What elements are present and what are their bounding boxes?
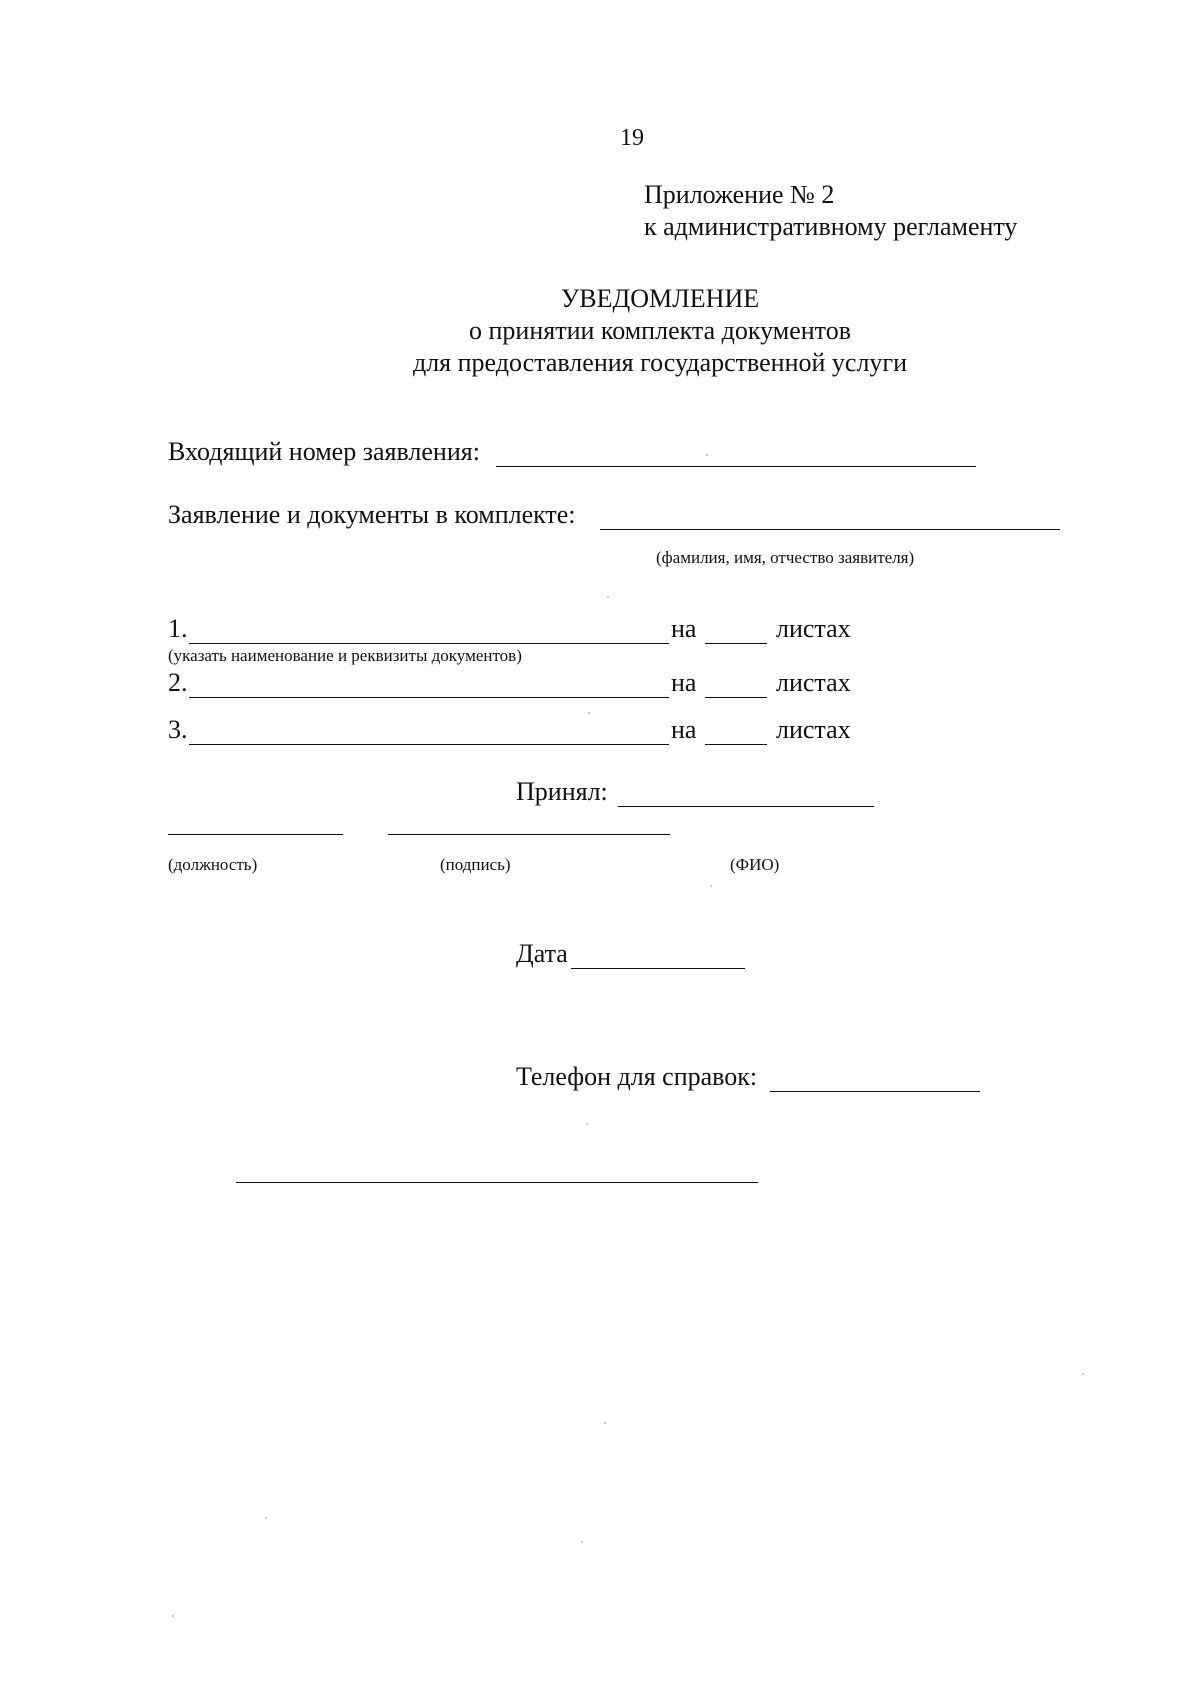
accepted-by-label: Принял: xyxy=(516,777,608,806)
appendix-reference: к административному регламенту xyxy=(644,212,1018,241)
phone-label: Телефон для справок: xyxy=(516,1062,758,1091)
document-name-blank-2[interactable] xyxy=(189,697,669,698)
appendix-number: Приложение № 2 xyxy=(644,180,835,209)
date-label: Дата xyxy=(516,939,568,968)
document-title: УВЕДОМЛЕНИЕ xyxy=(560,284,760,313)
accepted-by-blank[interactable] xyxy=(618,806,874,807)
scan-speck xyxy=(1082,1373,1084,1375)
applicant-hint: (фамилия, имя, отчество заявителя) xyxy=(656,548,915,567)
document-on-1: на xyxy=(671,614,697,643)
signature-caption: (подпись) xyxy=(440,855,511,874)
scan-speck xyxy=(607,596,609,598)
phone-blank[interactable] xyxy=(770,1091,980,1092)
document-sheets-2: листах xyxy=(776,668,851,697)
document-subtitle-1: о принятии комплекта документов xyxy=(469,316,851,345)
document-number-2: 2. xyxy=(168,668,188,697)
document-subtitle-2: для предоставления государственной услуги xyxy=(412,348,908,377)
incoming-number-label: Входящий номер заявления: xyxy=(168,437,480,466)
scan-speck xyxy=(706,454,708,456)
position-blank[interactable] xyxy=(168,834,343,835)
document-sheets-blank-2[interactable] xyxy=(705,697,767,698)
scan-speck xyxy=(604,1422,606,1424)
bottom-rule xyxy=(236,1182,758,1183)
scan-speck xyxy=(588,712,590,714)
full-name-caption: (ФИО) xyxy=(730,855,780,874)
date-blank[interactable] xyxy=(571,968,745,969)
document-name-blank-1[interactable] xyxy=(189,643,669,644)
scan-speck xyxy=(172,1615,174,1617)
document-sheets-blank-1[interactable] xyxy=(705,643,767,644)
documents-hint: (указать наименование и реквизиты документов) xyxy=(168,646,522,665)
scan-speck xyxy=(581,1541,583,1543)
complete-set-label: Заявление и документы в комплекте: xyxy=(168,500,576,529)
signature-blank[interactable] xyxy=(388,834,670,835)
document-on-3: на xyxy=(671,715,697,744)
position-caption: (должность) xyxy=(168,855,258,874)
document-sheets-1: листах xyxy=(776,614,851,643)
document-number-1: 1. xyxy=(168,614,188,643)
document-name-blank-3[interactable] xyxy=(189,744,669,745)
page-number: 19 xyxy=(620,125,644,151)
scan-speck xyxy=(265,1517,267,1519)
document-number-3: 3. xyxy=(168,715,188,744)
document-sheets-3: листах xyxy=(776,715,851,744)
incoming-number-blank[interactable] xyxy=(496,466,976,467)
applicant-name-blank[interactable] xyxy=(600,529,1060,530)
scan-speck xyxy=(710,885,712,887)
document-sheets-blank-3[interactable] xyxy=(705,744,767,745)
document-on-2: на xyxy=(671,668,697,697)
scan-speck xyxy=(586,1123,588,1125)
